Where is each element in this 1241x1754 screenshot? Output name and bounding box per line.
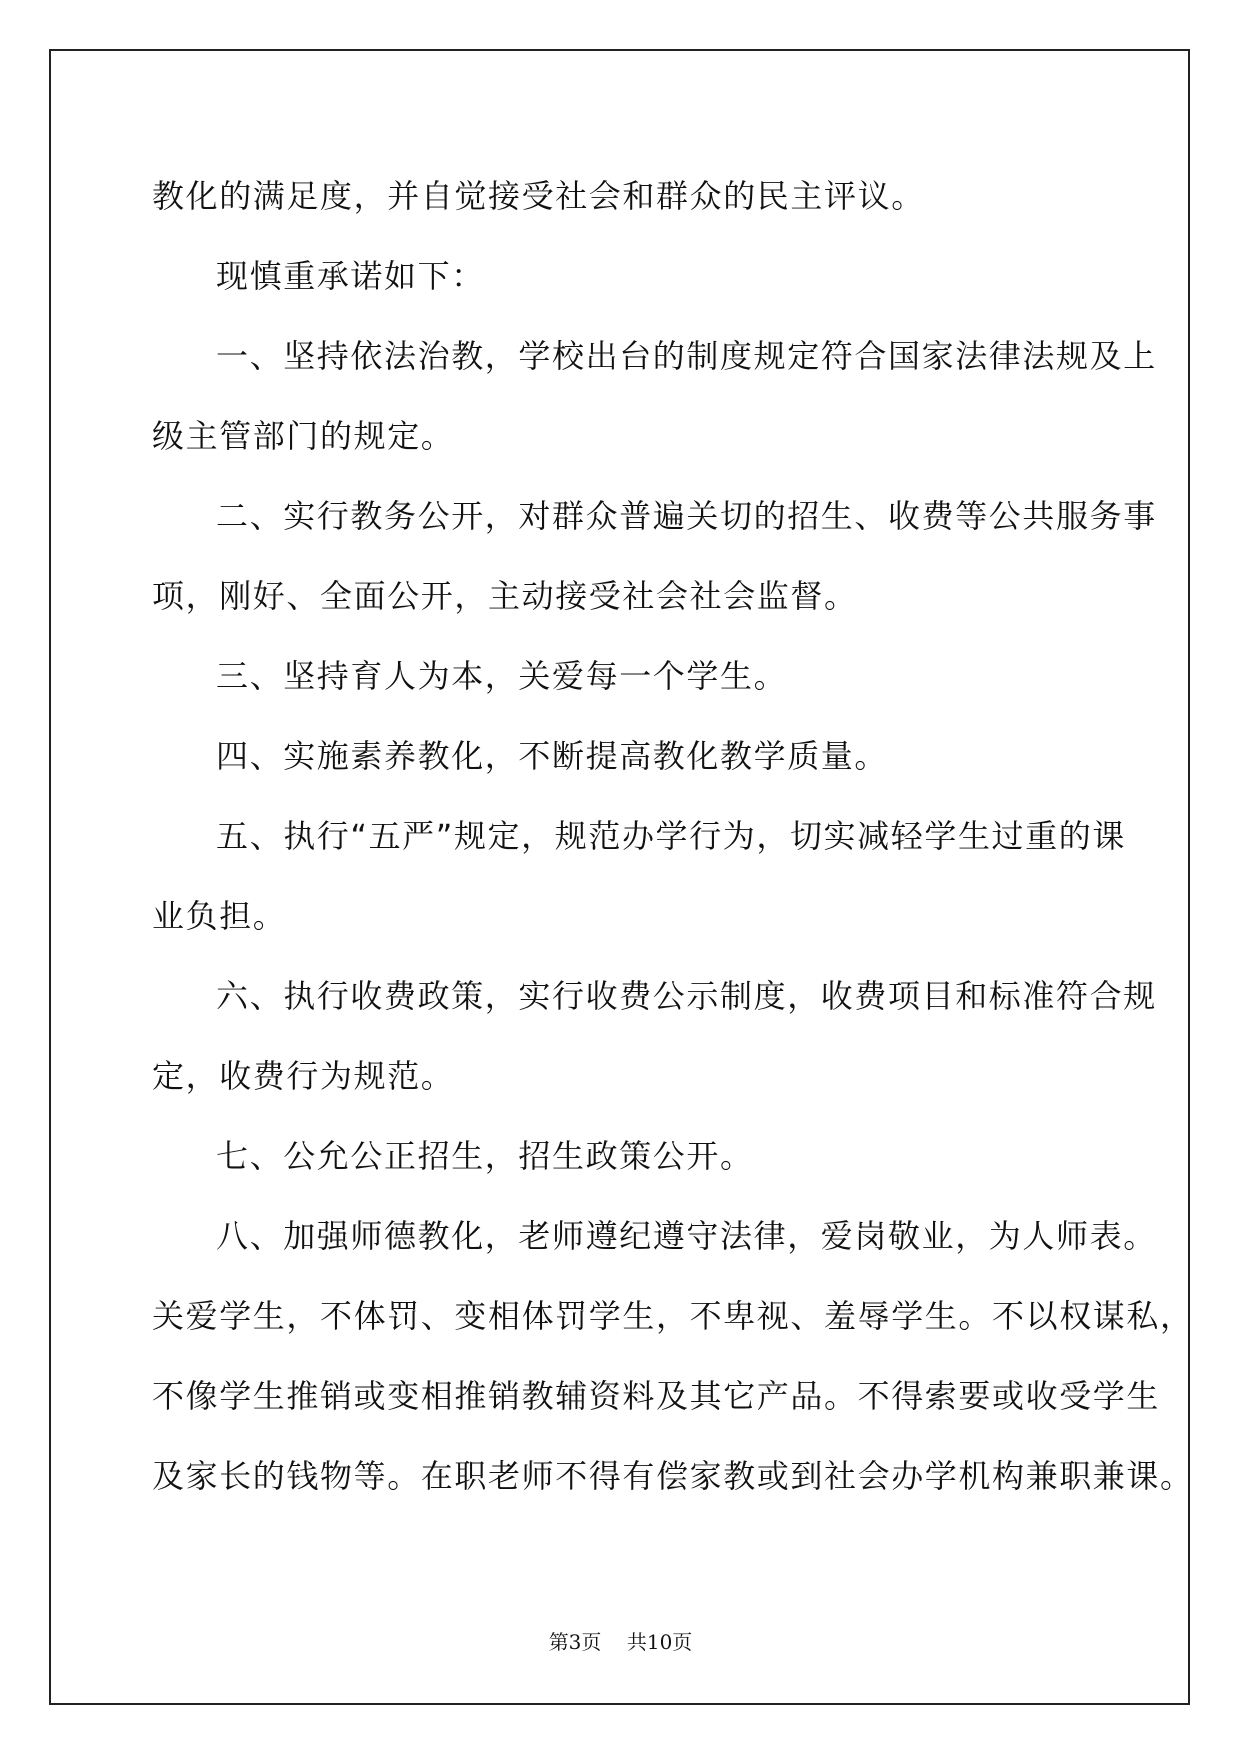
text-line: 业负担。	[152, 897, 287, 935]
text-line: 二、实行教务公开，对群众普遍关切的招生、收费等公共服务事	[216, 497, 1157, 535]
text-line: 级主管部门的规定。	[152, 417, 455, 455]
text-line: 八、加强师德教化，老师遵纪遵守法律，爱岗敬业，为人师表。	[216, 1217, 1157, 1255]
text-line: 定，收费行为规范。	[152, 1057, 455, 1095]
text-line: 关爱学生，不体罚、变相体罚学生，不卑视、羞辱学生。不以权谋私，	[152, 1297, 1194, 1335]
text-line: 现慎重承诺如下：	[216, 257, 485, 295]
page-number-footer: 第3页 共10页	[548, 1630, 693, 1654]
text-line: 六、执行收费政策，实行收费公示制度，收费项目和标准符合规	[216, 977, 1157, 1015]
text-line: 三、坚持育人为本，关爱每一个学生。	[216, 657, 788, 695]
text-line: 四、实施素养教化，不断提高教化教学质量。	[216, 737, 889, 775]
text-line: 教化的满足度，并自觉接受社会和群众的民主评议。	[152, 177, 925, 215]
text-line: 五、执行“五严”规定，规范办学行为，切实减轻学生过重的课	[216, 817, 1126, 855]
document-body	[152, 156, 1194, 1516]
text-line: 及家长的钱物等。在职老师不得有偿家教或到社会办学机构兼职兼课。	[152, 1457, 1194, 1495]
text-line: 不像学生推销或变相推销教辅资料及其它产品。不得索要或收受学生	[152, 1377, 1161, 1415]
text-line: 七、公允公正招生，招生政策公开。	[216, 1137, 754, 1175]
text-line: 项，刚好、全面公开，主动接受社会社会监督。	[152, 577, 858, 615]
text-line: 一、坚持依法治教，学校出台的制度规定符合国家法律法规及上	[216, 337, 1157, 375]
